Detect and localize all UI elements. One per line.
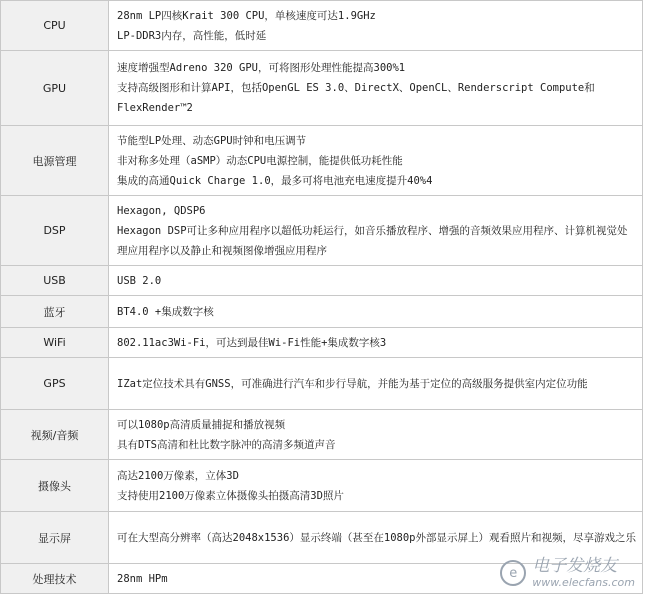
table-row [1, 460, 643, 512]
watermark-url: www.elecfans.com [532, 576, 635, 589]
watermark-text [532, 556, 635, 590]
table-row [1, 410, 643, 460]
spec-line: 具有DTS高清和杜比数字脉冲的高清多频道声音 [117, 438, 336, 451]
elecfans-logo-icon: e [500, 560, 526, 586]
spec-line: 速度增强型Adreno 320 GPU，可将图形处理性能提高300%1 [117, 62, 406, 74]
spec-key: USB [1, 266, 109, 296]
spec-key: 显示屏 [1, 512, 109, 564]
spec-line: 28nm HPm [117, 572, 168, 585]
table-row [1, 126, 643, 196]
spec-key: 视频/音频 [1, 410, 109, 460]
table-row [1, 328, 643, 358]
spec-value [109, 126, 643, 196]
spec-key: WiFi [1, 328, 109, 358]
spec-line: IZat定位技术具有GNSS，可准确进行汽车和步行导航，并能为基于定位的高级服务提供室内定位功能 [117, 377, 588, 390]
spec-key: 蓝牙 [1, 296, 109, 328]
spec-line: 节能型LP处理、动态GPU时钟和电压调节 [117, 134, 307, 147]
spec-line: 高达2100万像素，立体3D [117, 469, 239, 482]
watermark [500, 556, 635, 590]
spec-value [109, 51, 643, 126]
spec-value [109, 328, 643, 358]
spec-value [109, 410, 643, 460]
spec-value [109, 196, 643, 266]
spec-line: 802.11ac3Wi-Fi，可达到最佳Wi-Fi性能+集成数字核3 [117, 336, 387, 349]
spec-value [109, 358, 643, 410]
spec-key: 处理技术 [1, 564, 109, 594]
spec-line: 支持使用2100万像素立体摄像头拍摄高清3D照片 [117, 489, 344, 502]
spec-line: 28nm LP四核Krait 300 CPU，单核速度可达1.9GHz [117, 9, 376, 22]
spec-value [109, 460, 643, 512]
spec-key: 电源管理 [1, 126, 109, 196]
table-row [1, 266, 643, 296]
spec-line: Hexagon, QDSP6 [117, 204, 206, 217]
spec-key: CPU [1, 1, 109, 51]
table-row [1, 51, 643, 126]
spec-line: USB 2.0 [117, 274, 162, 287]
spec-value [109, 266, 643, 296]
spec-line: Hexagon DSP可让多种应用程序以超低功耗运行，如音乐播放程序、增强的音频效果应用程序、计算机视觉处理应用程序以及静止和视频图像增强应用程序 [117, 224, 628, 257]
watermark-title: 电子发烧友 [532, 556, 618, 576]
spec-line: LP-DDR3内存，高性能，低时延 [117, 29, 267, 42]
spec-value [109, 1, 643, 51]
table-row [1, 196, 643, 266]
spec-line: 支持高级图形和计算API，包括OpenGL ES 3.0、DirectX、OpenCL、Renderscript Compute和FlexRender™2 [117, 82, 595, 114]
spec-line: 非对称多处理（aSMP）动态CPU电源控制，能提供低功耗性能 [117, 154, 403, 167]
spec-line: 集成的高通Quick Charge 1.0，最多可将电池充电速度提升40%4 [117, 174, 433, 187]
spec-line: BT4.0 +集成数字核 [117, 305, 214, 318]
spec-key: GPS [1, 358, 109, 410]
spec-value [109, 296, 643, 328]
spec-line: 可在大型高分辨率（高达2048x1536）显示终端（甚至在1080p外部显示屏上）观看照片和视频，尽享游戏之乐 [117, 531, 636, 544]
table-row [1, 1, 643, 51]
spec-key: DSP [1, 196, 109, 266]
table-row [1, 296, 643, 328]
table-row [1, 358, 643, 410]
spec-key: 摄像头 [1, 460, 109, 512]
spec-line: 可以1080p高清质量捕捉和播放视频 [117, 418, 286, 431]
spec-key: GPU [1, 51, 109, 126]
